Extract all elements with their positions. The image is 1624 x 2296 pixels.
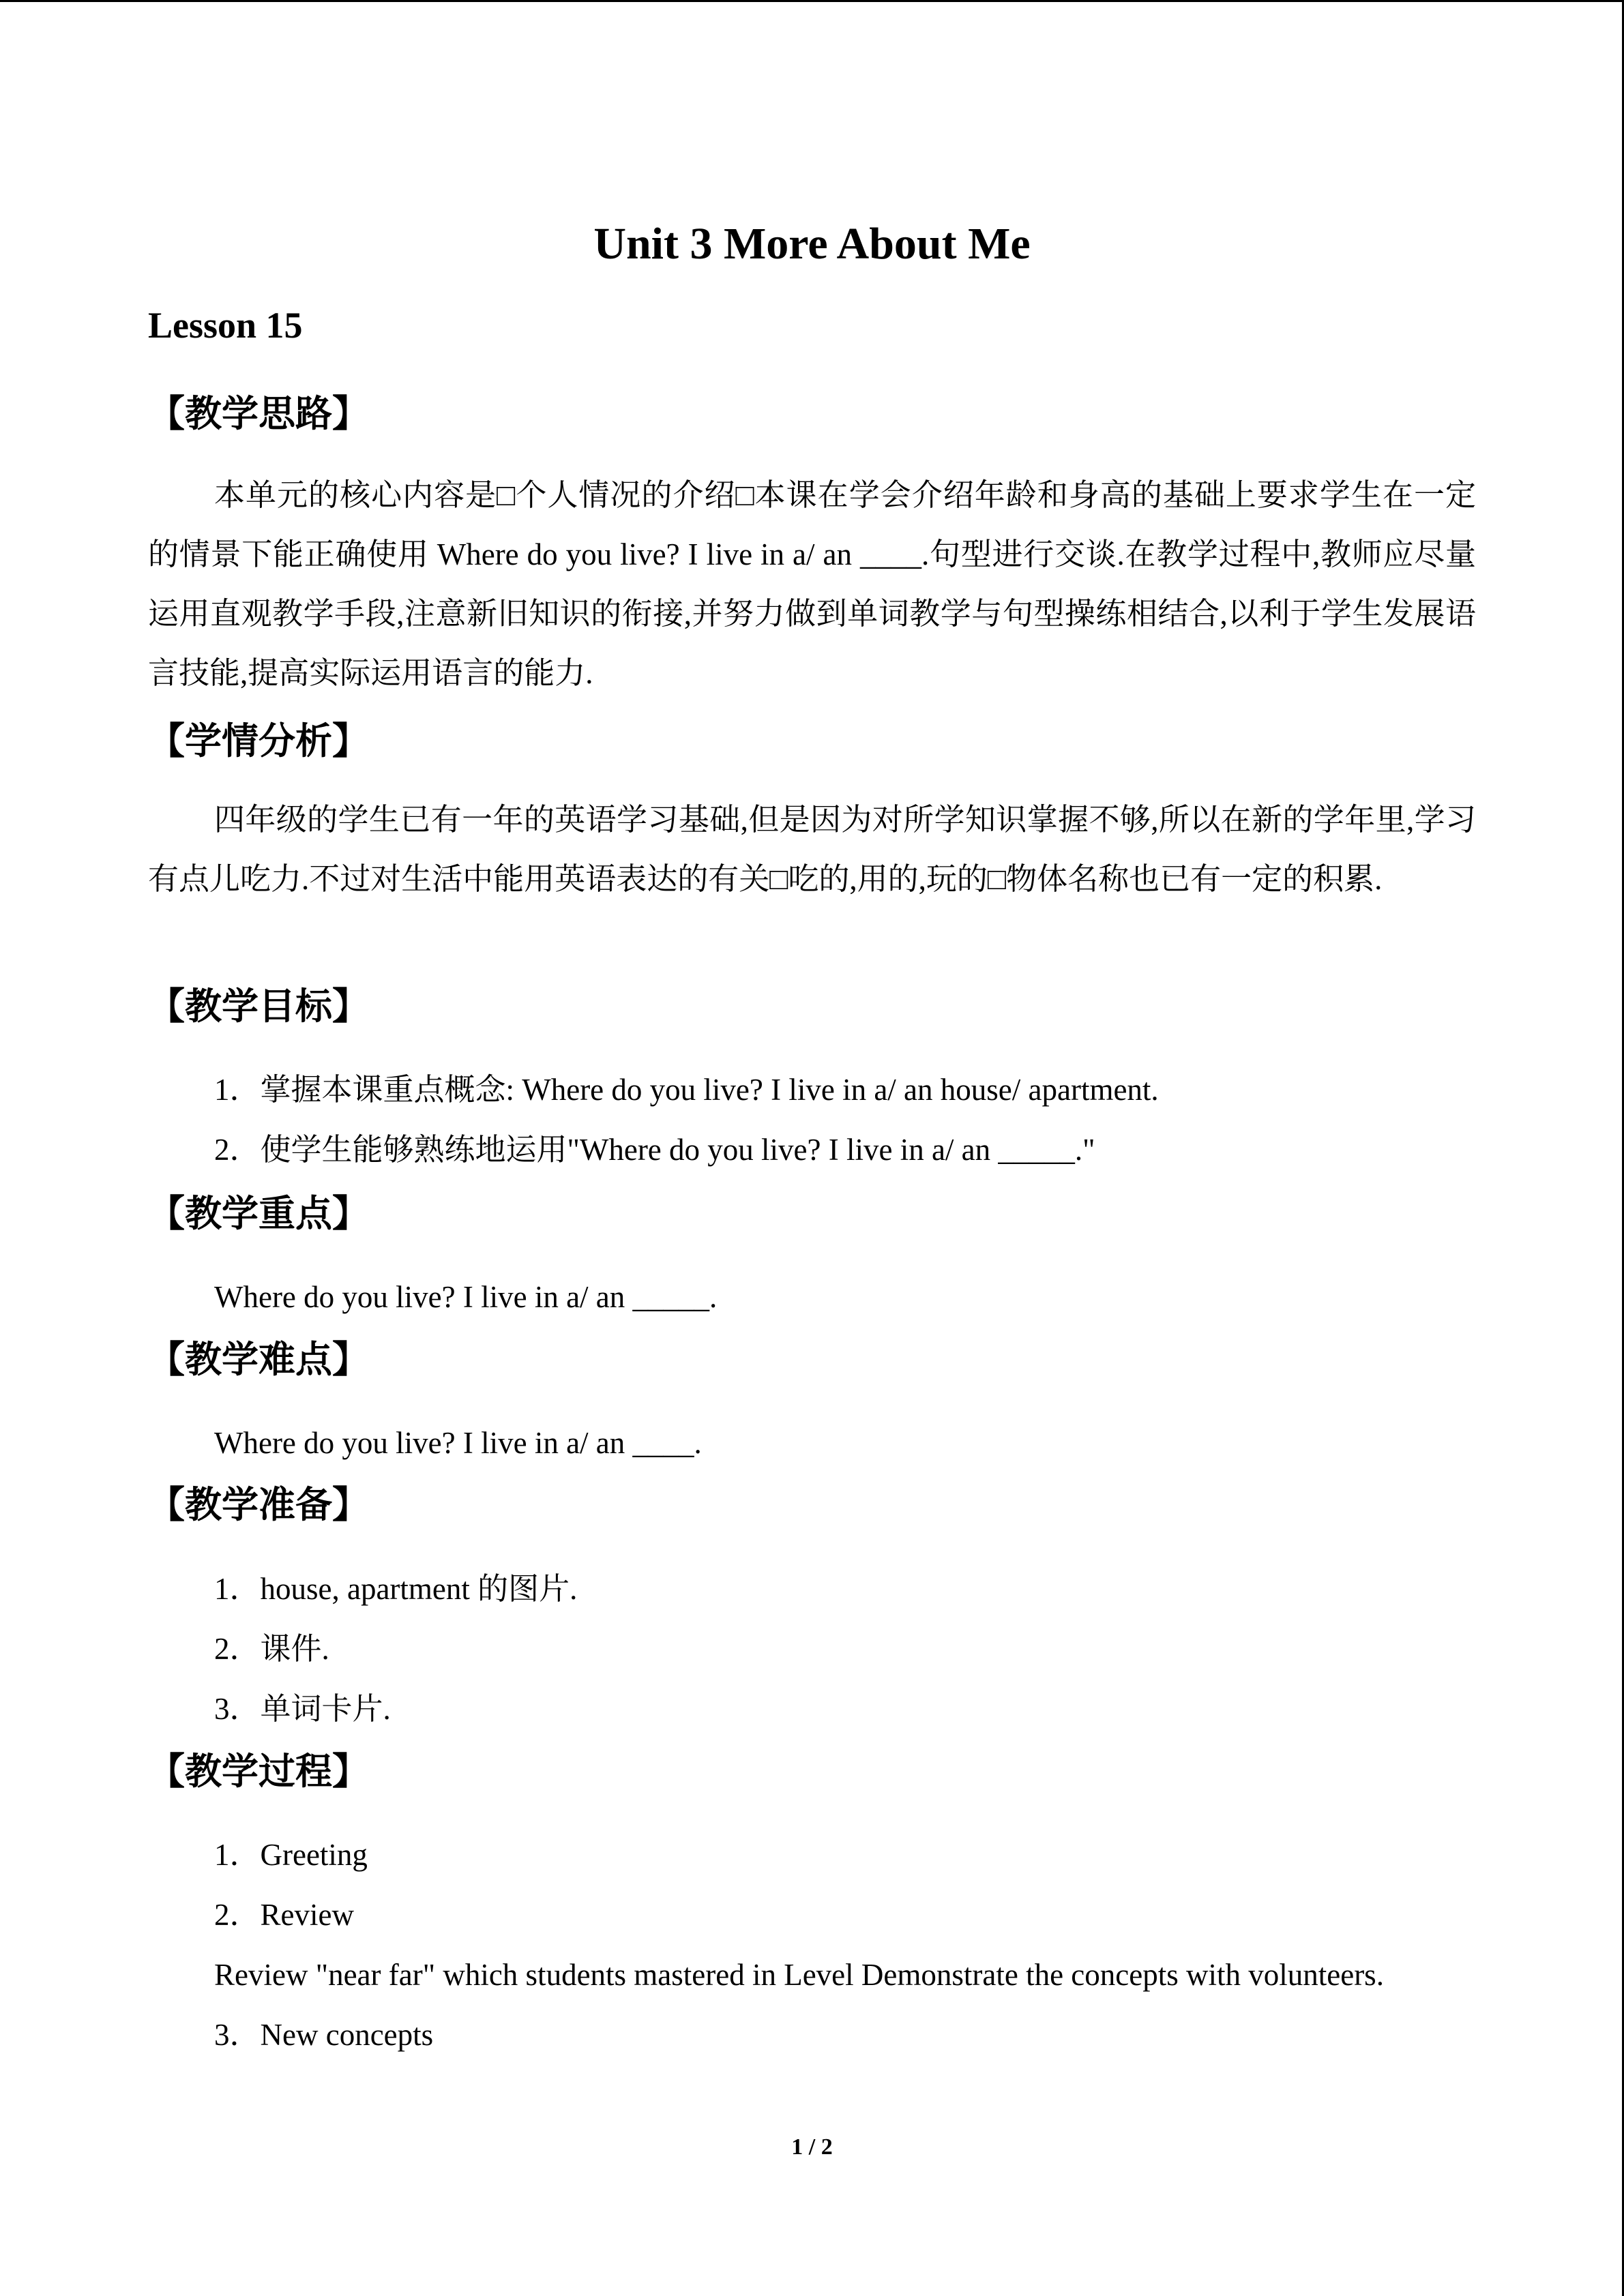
heading-preparation: 【教学准备】 (148, 1485, 369, 1525)
objective-item: 2．使学生能够熟练地运用"Where do you live? I live in a/ an _____." (214, 1133, 1095, 1167)
lesson-label: Lesson 15 (148, 305, 303, 346)
process-item: 3．New concepts (214, 2018, 434, 2052)
difficulties-text: Where do you live? I live in a/ an ____. (214, 1426, 702, 1460)
heading-key-points: 【教学重点】 (148, 1193, 369, 1234)
process-item: 1．Greeting (214, 1838, 368, 1872)
preparation-item: 3．单词卡片. (214, 1692, 391, 1726)
process-item: Review "near far" which students mastered in Level Demonstrate the concepts with volunteers. (214, 1958, 1384, 1992)
heading-difficulties: 【教学难点】 (148, 1339, 369, 1380)
heading-learner-analysis: 【学情分析】 (148, 721, 369, 762)
heading-objectives: 【教学目标】 (148, 986, 369, 1027)
page-number: 1 / 2 (791, 2134, 833, 2160)
heading-process: 【教学过程】 (148, 1751, 369, 1792)
paragraph-learner-analysis: 四年级的学生已有一年的英语学习基础,但是因为对所学知识掌握不够,所以在新的学年里,学习有点儿吃力.不过对生活中能用英语表达的有关□吃的,用的,玩的□物体名称也已有一定的积累. (148, 803, 1476, 896)
process-item: 2．Review (214, 1898, 354, 1932)
objective-item: 1．掌握本课重点概念: Where do you live? I live in a/ an house/ apartment. (214, 1073, 1159, 1107)
key-points-text: Where do you live? I live in a/ an _____. (214, 1280, 718, 1314)
paragraph-teaching-idea: 本单元的核心内容是□个人情况的介绍□本课在学会介绍年龄和身高的基础上要求学生在一定的情景下能正确使用 Where do you live? I live in a/ an ____.句型进行交谈.在教学过程中,教师应尽量运用直观教学手段,注意新旧知识的衔接,并努力做到单词教学与句型操练相结合,以利于学生发展语言技能,提高实际运用语言的能力. (148, 478, 1476, 690)
preparation-item: 2．课件. (214, 1632, 329, 1666)
heading-teaching-idea: 【教学思路】 (148, 393, 369, 434)
document-title: Unit 3 More About Me (593, 219, 1031, 269)
preparation-item: 1．house, apartment 的图片. (214, 1572, 578, 1606)
document-page (148, 0, 1476, 2296)
